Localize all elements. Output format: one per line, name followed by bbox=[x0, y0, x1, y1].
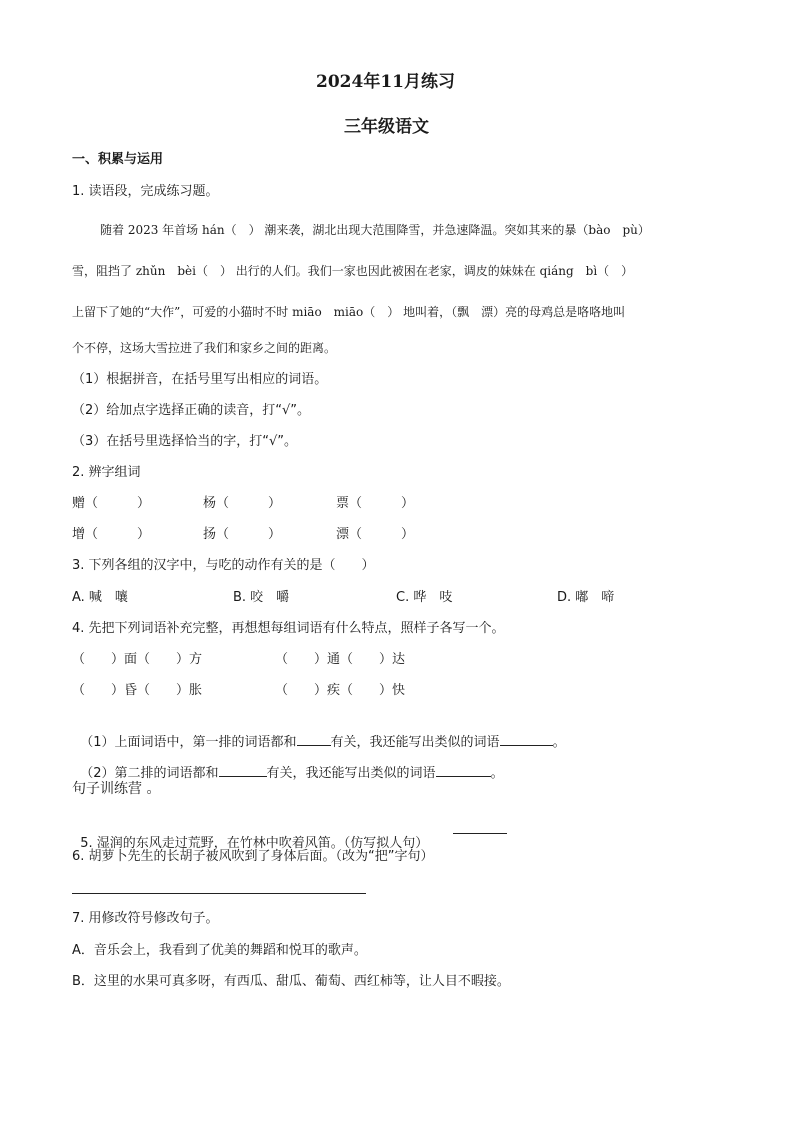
sub-text: 。 bbox=[490, 766, 504, 781]
passage-line: 雪，阻挡了 zhǔn bèi（ ） 出行的人们。我们一家也因此被困在老家，调皮的妹妹在 qiáng bì（ ） bbox=[72, 264, 634, 278]
question-1-stem: 1. 读语段，完成练习题。 bbox=[72, 184, 219, 199]
question-6: 6. 胡萝卜先生的长胡子被风吹到了身体后面。（改为“把”字句） bbox=[72, 849, 434, 864]
question-2-stem: 2. 辨字组词 bbox=[72, 465, 141, 480]
idiom-blank[interactable]: （ ）昏（ ）胀 bbox=[72, 683, 203, 698]
sub-text: 有关，我还能写出类似的词语 bbox=[330, 735, 500, 750]
idiom-blank[interactable]: （ ）通（ ）达 bbox=[275, 652, 406, 667]
sub-question: （3）在括号里选择恰当的字，打“√”。 bbox=[72, 434, 298, 449]
sentence-a: A．音乐会上，我看到了优美的舞蹈和悦耳的歌声。 bbox=[72, 943, 367, 958]
section-heading: 句子训练营 。 bbox=[72, 781, 161, 797]
sub-text: （2）第二排的词语都和 bbox=[80, 766, 219, 781]
answer-blank[interactable] bbox=[500, 731, 553, 746]
word-item[interactable]: 杨（ ） bbox=[203, 496, 282, 511]
page-title: 2024年11月练习 bbox=[316, 72, 455, 92]
passage-line: 个不停，这场大雪拉进了我们和家乡之间的距离。 bbox=[72, 341, 337, 355]
answer-blank[interactable] bbox=[436, 762, 491, 777]
answer-line[interactable] bbox=[453, 833, 507, 834]
question-3-stem: 3. 下列各组的汉字中，与吃的动作有关的是（ ） bbox=[72, 558, 375, 573]
word-item[interactable]: 漂（ ） bbox=[336, 527, 415, 542]
question-4-stem: 4. 先把下列词语补充完整，再想想每组词语有什么特点，照样子各写一个。 bbox=[72, 621, 505, 636]
sub-question bbox=[72, 744, 504, 783]
passage-line: 随着 2023 年首场 hán（ ） 潮来袭，湖北出现大范围降雪，并急速降温。突如其来的暴（bào pù） bbox=[100, 223, 650, 237]
sub-question: （1）根据拼音，在括号里写出相应的词语。 bbox=[72, 372, 328, 387]
option-d[interactable]: D. 嘟 啼 bbox=[557, 590, 615, 605]
passage-line: 上留下了她的“大作”，可爱的小猫时不时 miāo miāo（ ） 地叫着，（飘 漂）亮的母鸡总是咯咯地叫 bbox=[72, 305, 626, 319]
sentence-b: B．这里的水果可真多呀，有西瓜、甜瓜、葡萄、西红柿等，让人目不暇接。 bbox=[72, 974, 510, 989]
answer-blank[interactable] bbox=[219, 762, 267, 777]
page-subtitle: 三年级语文 bbox=[344, 117, 429, 137]
sub-text: 。 bbox=[552, 735, 566, 750]
question-7-stem: 7. 用修改符号修改句子。 bbox=[72, 911, 219, 926]
option-b[interactable]: B. 咬 嚼 bbox=[233, 590, 290, 605]
option-c[interactable]: C. 哗 吱 bbox=[396, 590, 453, 605]
word-item[interactable]: 扬（ ） bbox=[203, 527, 282, 542]
word-item[interactable]: 票（ ） bbox=[336, 496, 415, 511]
answer-line[interactable] bbox=[72, 893, 366, 894]
sub-question: （2）给加点字选择正确的读音，打“√”。 bbox=[72, 403, 311, 418]
sub-text: （1）上面词语中，第一排的词语都和 bbox=[80, 735, 297, 750]
word-item[interactable]: 赠（ ） bbox=[72, 496, 151, 511]
section-heading: 一、积累与运用 bbox=[72, 152, 164, 167]
idiom-blank[interactable]: （ ）疾（ ）快 bbox=[275, 683, 406, 698]
option-a[interactable]: A. 喊 嚷 bbox=[72, 590, 128, 605]
sub-text: 有关，我还能写出类似的词语 bbox=[266, 766, 436, 781]
word-item[interactable]: 增（ ） bbox=[72, 527, 151, 542]
idiom-blank[interactable]: （ ）面（ ）方 bbox=[72, 652, 203, 667]
question-text: 5. 湿润的东风走过荒野，在竹林中吹着风笛。（仿写拟人句） bbox=[80, 836, 429, 851]
